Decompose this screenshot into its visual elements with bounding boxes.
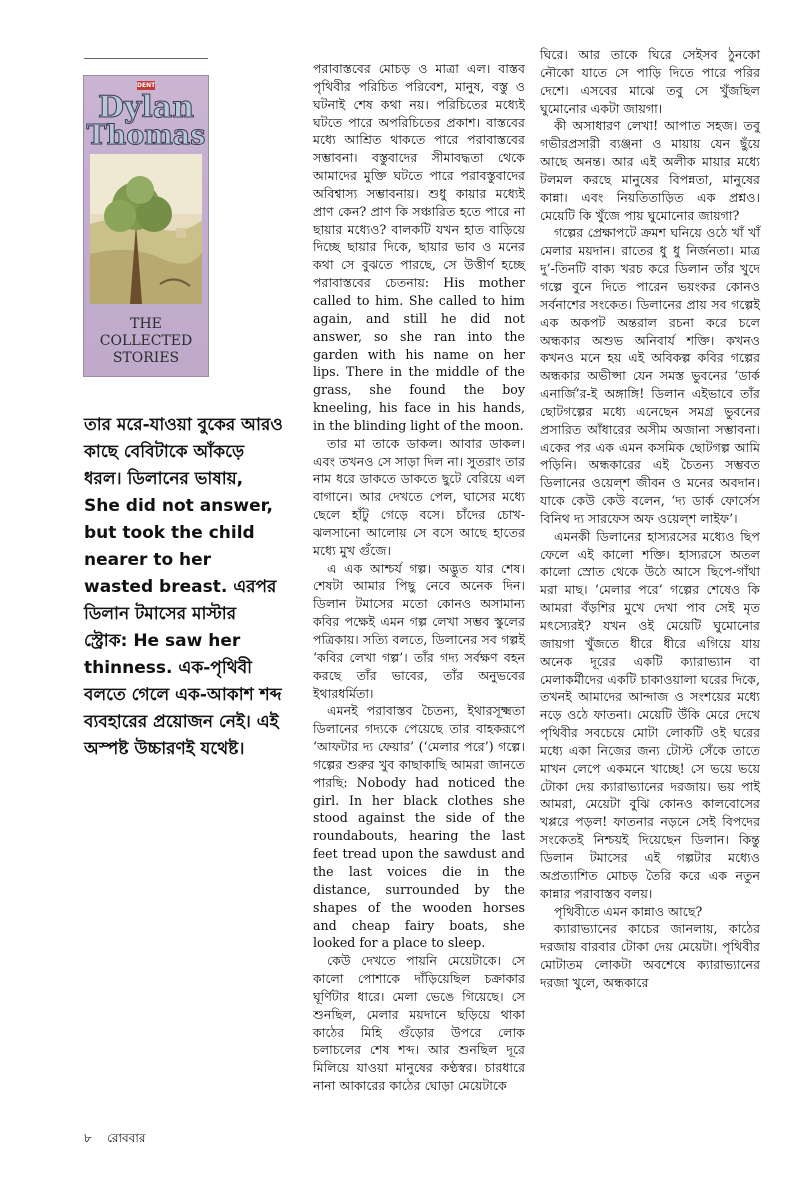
- top-rule: [84, 58, 208, 59]
- section-name: রোববার: [107, 1131, 146, 1145]
- cover-illustration: [90, 154, 202, 304]
- paragraph: ক্যারাভ্যানের কাচের জানলায়, কাঠের দরজায় বারবার টোকা দেয় মেয়েটা। পৃথিবীর মোটাতম লোকটা অবশেষে ক্যারাভ্যানের দরজা খুলে, অন্ধকারে: [540, 921, 760, 990]
- paragraph: গল্পের প্রেক্ষাপটে ক্রমশ ঘনিয়ে ওঠে খাঁ খাঁ মেলার ময়দান। রাতের ধু ধু নির্জনতা। মাত্র দু’-তিনটি বাক্য খরচ করে ডিলান তাঁর খুদে গল্পে বুনে দিতে পারেন ভয়ংকর কোনও সর্বনাশের সংকেত। ডিলানের প্রায় সব গল্পেই এক অকপট অন্তরাল রচনা করে চলে অন্ধকার অশুভ অনিবার্য শক্তি। কখনও কখনও মনে হয় এই অবিকল্প কবির গল্পের অন্ধকার অভীপ্সা যেন সমস্ত ভুবনের ‘ডার্ক এনার্জি’র-ই অঙ্গাঙ্গি! ডিলান এইভাবে তাঁর ছোটগল্পের মধ্যে এনেছেন সমগ্র ভুবনের প্রসারিত আঁধারের অসীম অজানা সম্ভাবনা। একের পর এক এমন কসমিক ছোটগল্প আমি পড়িনি। অন্ধকারের এই চৈতন্য সম্ভবত ডিলানের ওয়েল্‌শ জীবন ও মনের অবদান। যাকে কেউ কেউ বলেন, ‘দ্য ডার্ক ফোর্সেস বিনিথ দ্য সারফেস অফ ওয়েল্‌শ লাইফ’।: [540, 225, 760, 526]
- paragraph: এমনই পরাবাস্তব চৈতন্য, ইথারসূক্ষ্মতা ডিলানের গদ্যকে পেয়েছে তার বাহকরূপে ‘আফটার দ্য ফেয়ার’ (‘মেলার পরে’) গল্পে। গল্পের শুরুর খুব কাছাকাছি আমরা জানতে পারছি: Nobody had noticed the girl. In her black clothes she stood against the side of the roundabouts, hearing the last feet tread upon the sawdust and the last voices die in the distance, surrounded by the shapes of the wooden horses and cheap fairy boats, she looked for a place to sleep.: [313, 703, 525, 951]
- paragraph: তার মা তাকে ডাকল। আবার ডাকল। এবং তখনও সে সাড়া দিল না। সুতরাং তার নাম ধরে ডাকতে ডাকতে ছুটে বেরিয়ে এল বাগানে। আর দেখতে পেল, ঘাসের মধ্যে ছেলে হাঁটু গেড়ে বসে। চাঁদের চোখ-ঝলসানো আলোয় সে বসে আছে হাতের মধ্যে মুখ গুঁজে।: [313, 435, 525, 558]
- paragraph: এ এক আশ্চর্য গল্প। অদ্ভুত যার শেষ। শেষটা আমার পিছু নেবে অনেক দিন। ডিলান টমাসের মতো কোনও অসামান্য কবির পক্ষেই এমন গল্প লেখা সম্ভব স্কুলের পত্রিকায়। সত্যি বলতে, ডিলানের সব গল্পই ‘কবির লেখা গল্প’। তাঁর গদ্য সর্বক্ষণ বহন করছে তাঁর ভাবের, তাঁর অনুভবের ইথারধর্মিতা।: [313, 560, 525, 701]
- paragraph: কেউ দেখতে পায়নি মেয়েটাকে। সে কালো পোশাকে দাঁড়িয়েছিল চক্রাকার ঘূর্ণিটার ধারে। মেলা ভেঙে গিয়েছে। সে শুনছিল, মেলার ময়দানে ছড়িয়ে থাকা কাঠের মিহি গুঁড়োর উপরে লোক চলাচলের শেষ শব্দ। আর শুনছিল দূরে মিলিয়ে যাওয়া মানুষের কণ্ঠস্বর। চারধারে নানা আকারের কাঠের ঘোড়া মেয়েটাকে: [313, 953, 525, 1094]
- cover-title-line2: COLLECTED: [99, 333, 193, 349]
- article-column-2: [540, 46, 760, 992]
- paragraph: ঘিরে। আর তাকে ঘিরে সেইসব ঠুনকো নৌকো যাতে সে পাড়ি দিতে পারে পরির দেশে। এসবের মাঝে তবু সে খুঁজছিল ঘুমোনোর একটা জায়গা।: [540, 47, 760, 116]
- pull-quote: তার মরে-যাওয়া বুকের আরও কাছে বেবিটাকে আঁকড়ে ধরল। ডিলানের ভাষায়, She did not answer, but took the child nearer to her wasted breast. এরপর ডিলান টমাসের মাস্টার স্ট্রোক: He saw her thinness. এক-পৃথিবী বলতে গেলে এক-আকাশ শব্দ ব্যবহারের প্রয়োজন নেই। এই অস্পষ্ট উচ্চারণই যথেষ্ট।: [84, 415, 283, 759]
- cover-title-line3: STORIES: [112, 350, 180, 366]
- paragraph: কী অসাধারণ লেখা! আপাত সহজ। তবু গভীরপ্রসারী ব্যঞ্জনা ও মায়ায় যেন ছুঁয়ে আছে অনন্ত। আর এই অলীক মায়ার মধ্যে টলমল করছে মানুষের বিপন্নতা, মানুষের কান্না। এবং নিয়তিতাড়িত এক প্রশ্নও। মেয়েটি কি খুঁজে পায় ঘুমোনোর জায়গা?: [540, 118, 760, 223]
- paragraph: এমনকী ডিলানের হাস্যরসের মধ্যেও ছিপ ফেলে এই কালো শক্তি। হাস্যরসে অতল কালো স্রোত থেকে উঠে আসে ছিপে-গাঁথা মরা মাছ। ‘মেলার পরে’ গল্পের শেষেও কি আমরা বঁড়শির মুখে দেখা পাব সেই মৃত মৎস্যেরই? যখন ওই মেয়েটি ঘুমোনোর জায়গা খুঁজতে ধীরে ধীরে এগিয়ে যায় অনেক দূরের একটি ক্যারাভ্যান বা মেলাকর্মীদের একটি চাকাওয়ালা ঘরের দিকে, তখনই আমাদের আন্দাজ ও সংশয়ের মধ্যে নড়ে ওঠে ফাতনা। মেয়েটি উঁকি মেরে দেখে পৃথিবীর সবচেয়ে মোটা লোকটি ওই ঘরের মধ্যে একা নিজের জন্য টোস্ট সেঁকে তাতে মাখন লেপে একমনে খাচ্ছে! সে ভয়ে ভয়ে টোকা দেয় ক্যারাভ্যানের দরজায়। ভয় পাই আমরা, মেয়েটা বুঝি কোনও কালবোসের খপ্পরে পড়ল! ফাতনার নড়নে সেই বিপদের সংকেতই নিশ্চয়ই দিয়েছেন ডিলান। কিন্তু ডিলান টমাসের এই গল্পটার মধ্যেও অপ্রত্যাশিত মোচড় তৈরি করে এক নতুন কান্নার পরাবাস্তব বলয়।: [540, 528, 760, 901]
- article-column-1: [313, 60, 525, 1095]
- cover-author-last: Thomas: [86, 120, 206, 151]
- paragraph: পরাবাস্তবের মোচড় ও মাত্রা এল। বাস্তব পৃথিবীর পরিচিত পরিবেশ, মানুষ, বস্তু ও ঘটনাই শেষ কথা নয়। পরিচিতের মধ্যেই ঘটতে পারে অপরিচিতের প্রকাশ। বাস্তবের মধ্যে আশ্রিত থাকতে পারে পরাবাস্তবের সম্ভাবনা। বস্তুবাদের সীমাবদ্ধতা থেকে আমাদের মুক্তি ঘটতে পারে পরাবস্তুবাদের অবিশ্বাস্য সম্ভাবনায়। শুধু কায়ার মধ্যেই প্রাণ কেন? প্রাণ কি সঞ্চারিত হতে পারে না ছায়ার মধ্যেও? বালকটি যখন হাত বাড়িয়ে দিচ্ছে ছায়ার দিকে, ছায়ার ভাব ও মনের কথা সে বুঝতে পারছে, সে উত্তীর্ণ হচ্ছে পরাবাস্তবের চেতনায়: His mother called to him. She called to him again, and still he did not answer, so she ran into the garden with his name on her lips. There in the middle of the grass, she found the boy kneeling, his face in his hands, in the blinding light of the moon.: [313, 61, 525, 433]
- paragraph: পৃথিবীতে এমন কান্নাও আছে?: [554, 903, 703, 919]
- page-footer: [84, 1130, 145, 1150]
- publisher-logo: DENT: [137, 82, 156, 89]
- cover-title-line1: THE: [130, 316, 162, 332]
- cover-author-first: Dylan: [97, 90, 195, 125]
- page-number: ৮: [84, 1131, 92, 1145]
- book-cover-image: [83, 75, 209, 377]
